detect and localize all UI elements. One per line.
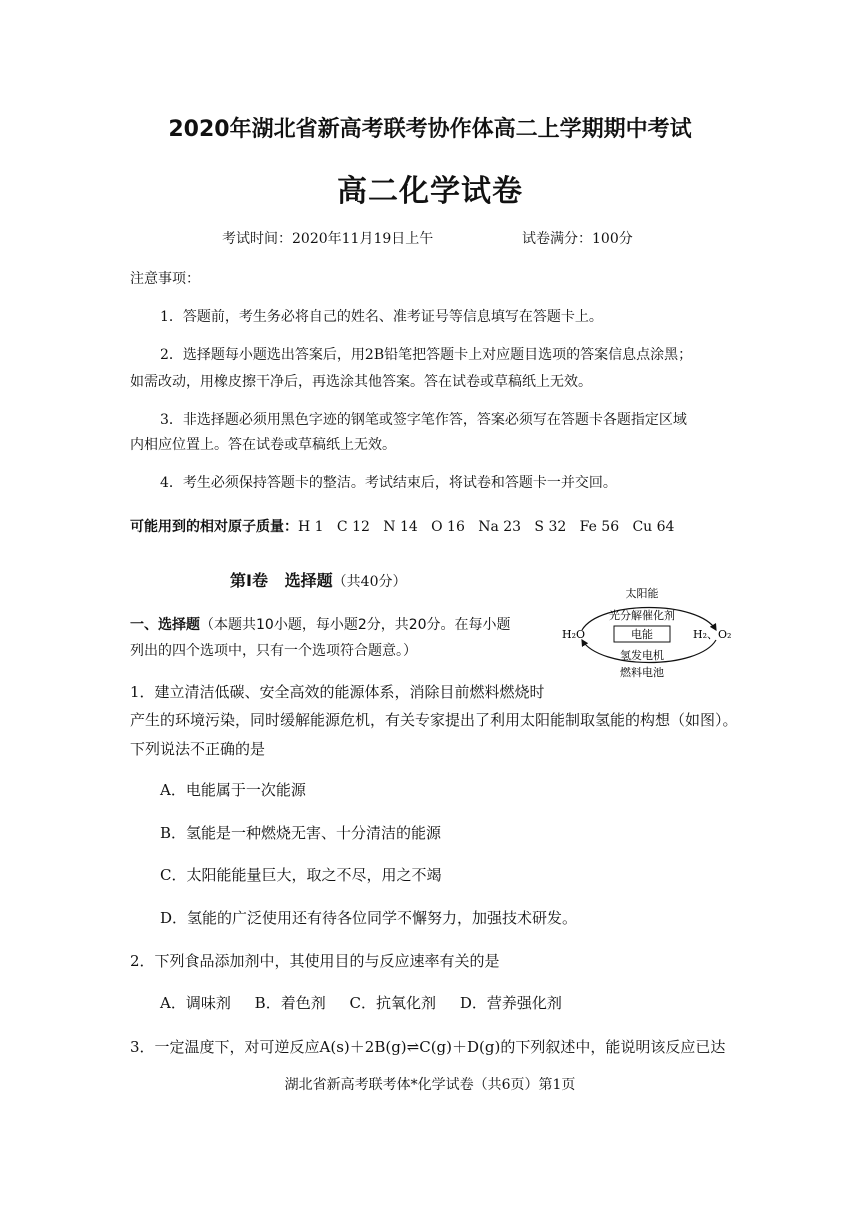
notice-item-3-line1: 3．非选择题必须用黑色字迹的钢笔或签字笔作答，答案必须写在答题卡各题指定区域	[160, 412, 687, 428]
notice-item-1: 1．答题前，考生务必将自己的姓名、准考证号等信息填写在答题卡上。	[160, 309, 603, 325]
exam-time: 考试时间：2020年11月19日上午	[222, 231, 434, 247]
notice-item-2-line2: 如需改动，用橡皮擦干净后，再选涂其他答案。答在试卷或草稿纸上无效。	[130, 374, 592, 390]
q1-line1: 1．建立清洁低碳、安全高效的能源体系，消除目前燃料燃烧时	[130, 683, 545, 701]
q1-option-c: C．太阳能能量巨大，取之不尽，用之不竭	[160, 866, 442, 884]
atomic-mass-line	[130, 516, 674, 536]
q2-options: A．调味剂 B．着色剂 C．抗氧化剂 D．营养强化剂	[160, 994, 562, 1012]
label-water: H₂O	[562, 628, 586, 641]
section1-desc-line2: 列出的四个选项中，只有一个选项符合题意。）	[130, 643, 417, 659]
exam-title: 2020年湖北省新高考联考协作体高二上学期期中考试	[168, 117, 692, 142]
page-footer: 湖北省新高考联考体*化学试卷（共6页）第1页	[284, 1077, 576, 1093]
notice-item-3-line2: 内相应位置上。答在试卷或草稿纸上无效。	[130, 437, 396, 453]
label-solar: 太阳能	[625, 587, 659, 600]
q1-option-a: A．电能属于一次能源	[160, 781, 306, 799]
label-power-plant: 氢发电机	[620, 649, 664, 662]
part1-heading-line	[230, 568, 407, 591]
label-fuel-cell: 燃料电池	[620, 666, 664, 679]
part1-heading: 第Ⅰ卷 选择题	[230, 571, 333, 590]
atomic-mass-values: H 1 C 12 N 14 O 16 Na 23 S 32 Fe 56 Cu 64	[298, 519, 675, 535]
atomic-mass-label: 可能用到的相对原子质量：	[130, 519, 298, 535]
label-h2-o2: H₂、O₂	[693, 628, 732, 641]
notice-item-4: 4．考生必须保持答题卡的整洁。考试结束后，将试卷和答题卡一并交回。	[160, 475, 617, 491]
q1-line2: 产生的环境污染，同时缓解能源危机，有关专家提出了利用太阳能制取氢能的构想（如图）。	[130, 711, 738, 729]
section1-label: 一、选择题	[130, 617, 200, 633]
solar-hydrogen-diagram	[560, 584, 738, 684]
notice-heading: 注意事项：	[130, 271, 200, 287]
part1-score: （共40分）	[332, 574, 407, 590]
label-electric: 电能	[631, 628, 653, 641]
exam-subtitle: 高二化学试卷	[337, 174, 523, 209]
full-score: 试卷满分：100分	[522, 231, 633, 247]
q3-stem: 3．一定温度下，对可逆反应A(s)＋2B(g)⇌C(g)＋D(g)的下列叙述中，能说明该反应已达	[130, 1038, 726, 1056]
label-catalyst: 光分解催化剂	[609, 609, 675, 622]
q2-stem: 2．下列食品添加剂中，其使用目的与反应速率有关的是	[130, 952, 500, 970]
section1-line1	[130, 614, 511, 634]
notice-item-2-line1: 2．选择题每小题选出答案后，用2B铅笔把答题卡上对应题目选项的答案信息点涂黑；	[160, 347, 693, 363]
q1-line3: 下列说法不正确的是	[130, 740, 266, 758]
q1-option-b: B．氢能是一种燃烧无害、十分清洁的能源	[160, 824, 442, 842]
q1-option-d: D．氢能的广泛使用还有待各位同学不懈努力，加强技术研发。	[160, 909, 578, 927]
section1-desc-line1: （本题共10小题，每小题2分，共20分。在每小题	[200, 617, 511, 633]
